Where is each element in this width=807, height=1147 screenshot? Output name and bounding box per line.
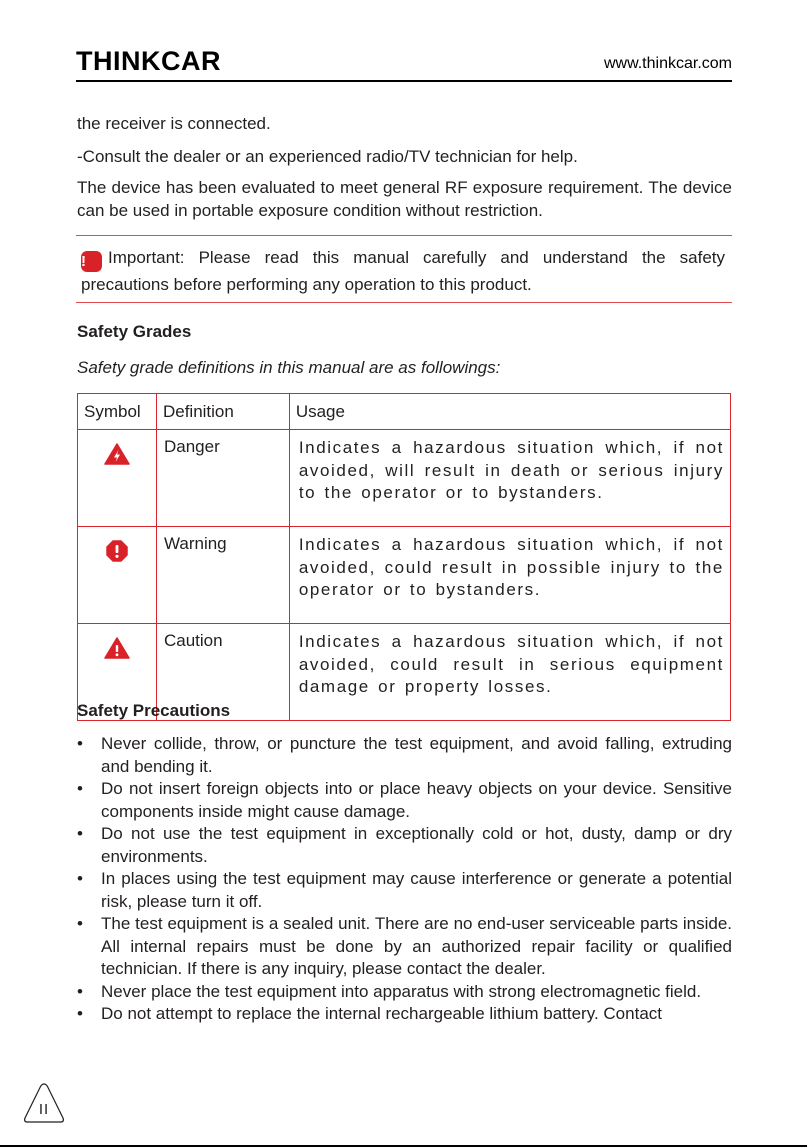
definition-danger: Danger	[156, 430, 289, 527]
header-divider	[76, 80, 732, 82]
list-item: • Never collide, throw, or puncture the test equipment, and avoid falling, extruding and bending it.	[77, 733, 732, 778]
list-item: • The test equipment is a sealed unit. There are no end-user serviceable parts inside. All internal repairs must be done by an authorized repair facility or qualified technician. If there is any inquiry, please contact the dealer.	[77, 913, 732, 981]
safety-grades-title: Safety Grades	[77, 322, 192, 341]
table-header-row	[78, 394, 731, 430]
rf-exposure-text: The device has been evaluated to meet general RF exposure requirement. The device can be used in portable exposure condition without restriction.	[77, 178, 732, 220]
table-row	[78, 527, 731, 624]
important-notice	[76, 235, 732, 303]
list-item: • Never place the test equipment into apparatus with strong electromagnetic field.	[77, 981, 732, 1004]
caution-triangle-icon	[104, 637, 130, 659]
list-item: • Do not use the test equipment in exceptionally cold or hot, dusty, damp or dry environments.	[77, 823, 732, 868]
brand-logo: THINKCAR	[76, 46, 221, 76]
list-item: • In places using the test equipment may cause interference or generate a potential risk, please turn it off.	[77, 868, 732, 913]
danger-triangle-icon	[104, 443, 130, 465]
intro-line-2: -Consult the dealer or an experienced radio/TV technician for help.	[77, 147, 578, 166]
safety-grades-subtitle: Safety grade definitions in this manual are as followings:	[77, 358, 501, 377]
usage-danger: Indicates a hazardous situation which, if not avoided, will result in death or serious injury to the operator or to bystanders.	[298, 438, 724, 502]
definition-warning: Warning	[156, 527, 289, 624]
important-notice-text: Important: Please read this manual carefully and understand the safety precautions before performing any operation to this product.	[81, 248, 725, 294]
list-item: • Do not attempt to replace the internal rechargeable lithium battery. Contact	[77, 1003, 732, 1026]
header-definition: Definition	[156, 394, 289, 430]
warning-octagon-icon: !	[81, 251, 102, 272]
usage-caution: Indicates a hazardous situation which, if not avoided, could result in serious equipment damage or property losses.	[298, 632, 724, 696]
safety-precautions-list	[77, 733, 732, 1026]
safety-grades-table	[77, 393, 731, 721]
safety-precautions-title: Safety Precautions	[77, 701, 231, 720]
warning-octagon-icon	[106, 540, 128, 562]
definition-caution: Caution	[156, 624, 289, 721]
intro-line-1: the receiver is connected.	[77, 114, 271, 133]
table-row	[78, 430, 731, 527]
website-url: www.thinkcar.com	[603, 55, 732, 72]
header-symbol: Symbol	[78, 394, 157, 430]
list-item: • Do not insert foreign objects into or place heavy objects on your device. Sensitive components inside might cause damage.	[77, 778, 732, 823]
page-header	[76, 46, 732, 78]
page-number: II	[38, 1101, 50, 1118]
usage-warning: Indicates a hazardous situation which, if not avoided, could result in possible injury to the operator or to bystanders.	[298, 535, 724, 599]
header-usage: Usage	[289, 394, 730, 430]
